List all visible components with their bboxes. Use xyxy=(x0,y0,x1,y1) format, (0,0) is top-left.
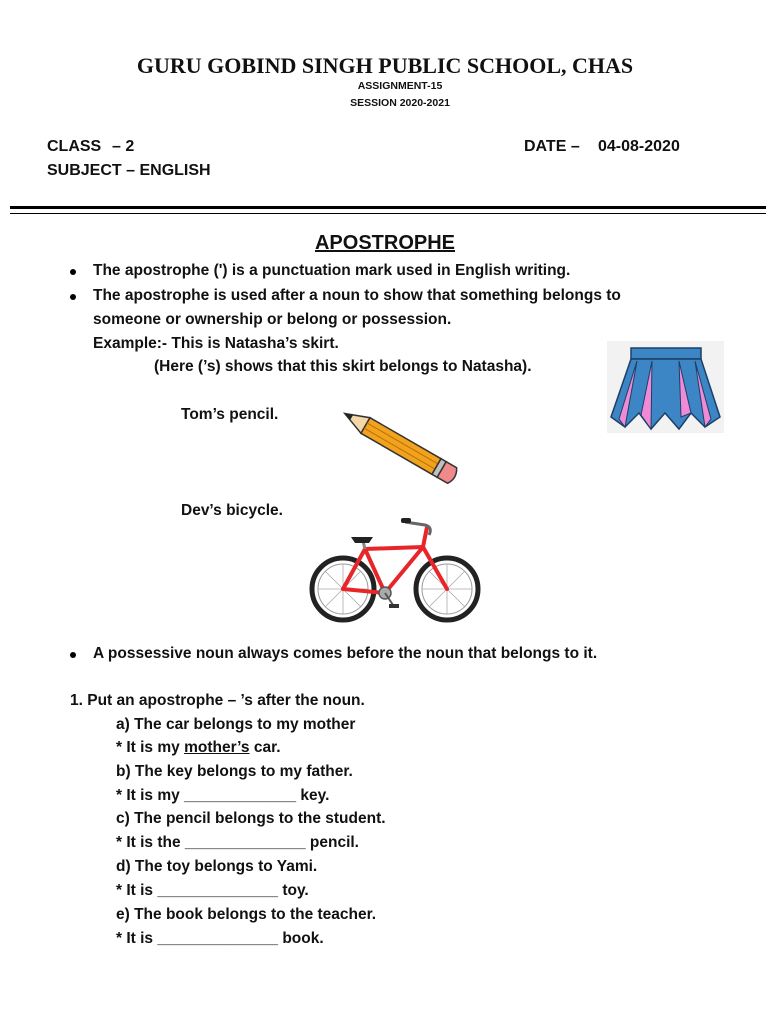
pencil-picture xyxy=(330,408,472,484)
header-rule-thick xyxy=(10,206,766,209)
exercise-d: d) The toy belongs to Yami. xyxy=(116,858,318,875)
exercise-a-answer: * It is my mother’s car. xyxy=(116,739,281,756)
bullet-2-continued: someone or ownership or belong or possession. xyxy=(93,311,452,328)
pencil-caption: Tom’s pencil. xyxy=(181,406,279,423)
bullet-2: The apostrophe is used after a noun to show that something belongs to xyxy=(93,287,621,304)
example-explanation: (Here (’s) shows that this skirt belongs to Natasha). xyxy=(154,358,532,375)
bullet-dot xyxy=(70,294,76,300)
exercise-b-blank: * It is my _____________ key. xyxy=(116,787,330,804)
date-label: DATE – xyxy=(524,138,580,155)
session: SESSION 2020-2021 xyxy=(350,97,450,109)
exercise-e: e) The book belongs to the teacher. xyxy=(116,906,377,923)
school-name: GURU GOBIND SINGH PUBLIC SCHOOL, CHAS xyxy=(136,53,634,78)
exercise-heading: 1. Put an apostrophe – ’s after the noun. xyxy=(70,692,365,709)
exercise-a: a) The car belongs to my mother xyxy=(116,716,356,733)
bicycle-caption: Dev’s bicycle. xyxy=(181,502,283,519)
bullet-1: The apostrophe (') is a punctuation mark used in English writing. xyxy=(93,262,571,279)
exercise-d-blank: * It is ______________ toy. xyxy=(116,882,309,899)
exercise-e-blank: * It is ______________ book. xyxy=(116,930,324,947)
bicycle-picture xyxy=(307,513,483,625)
bullet-dot xyxy=(70,269,76,275)
exercise-b: b) The key belongs to my father. xyxy=(116,763,353,780)
example-line: Example:- This is Natasha’s skirt. xyxy=(93,335,339,352)
page-title: APOSTROPHE xyxy=(314,232,456,254)
subject: SUBJECT – ENGLISH xyxy=(47,162,211,179)
header-rule-thin xyxy=(10,213,766,214)
exercise-c-blank: * It is the ______________ pencil. xyxy=(116,834,359,851)
class-label: CLASS xyxy=(47,138,102,155)
date-value: 04-08-2020 xyxy=(598,138,680,155)
assignment-number: ASSIGNMENT-15 xyxy=(357,80,443,92)
skirt-picture xyxy=(607,341,724,433)
bullet-dot xyxy=(70,652,76,658)
exercise-c: c) The pencil belongs to the student. xyxy=(116,810,386,827)
class-value: – 2 xyxy=(112,138,135,155)
bullet-3: A possessive noun always comes before the noun that belongs to it. xyxy=(93,645,598,662)
